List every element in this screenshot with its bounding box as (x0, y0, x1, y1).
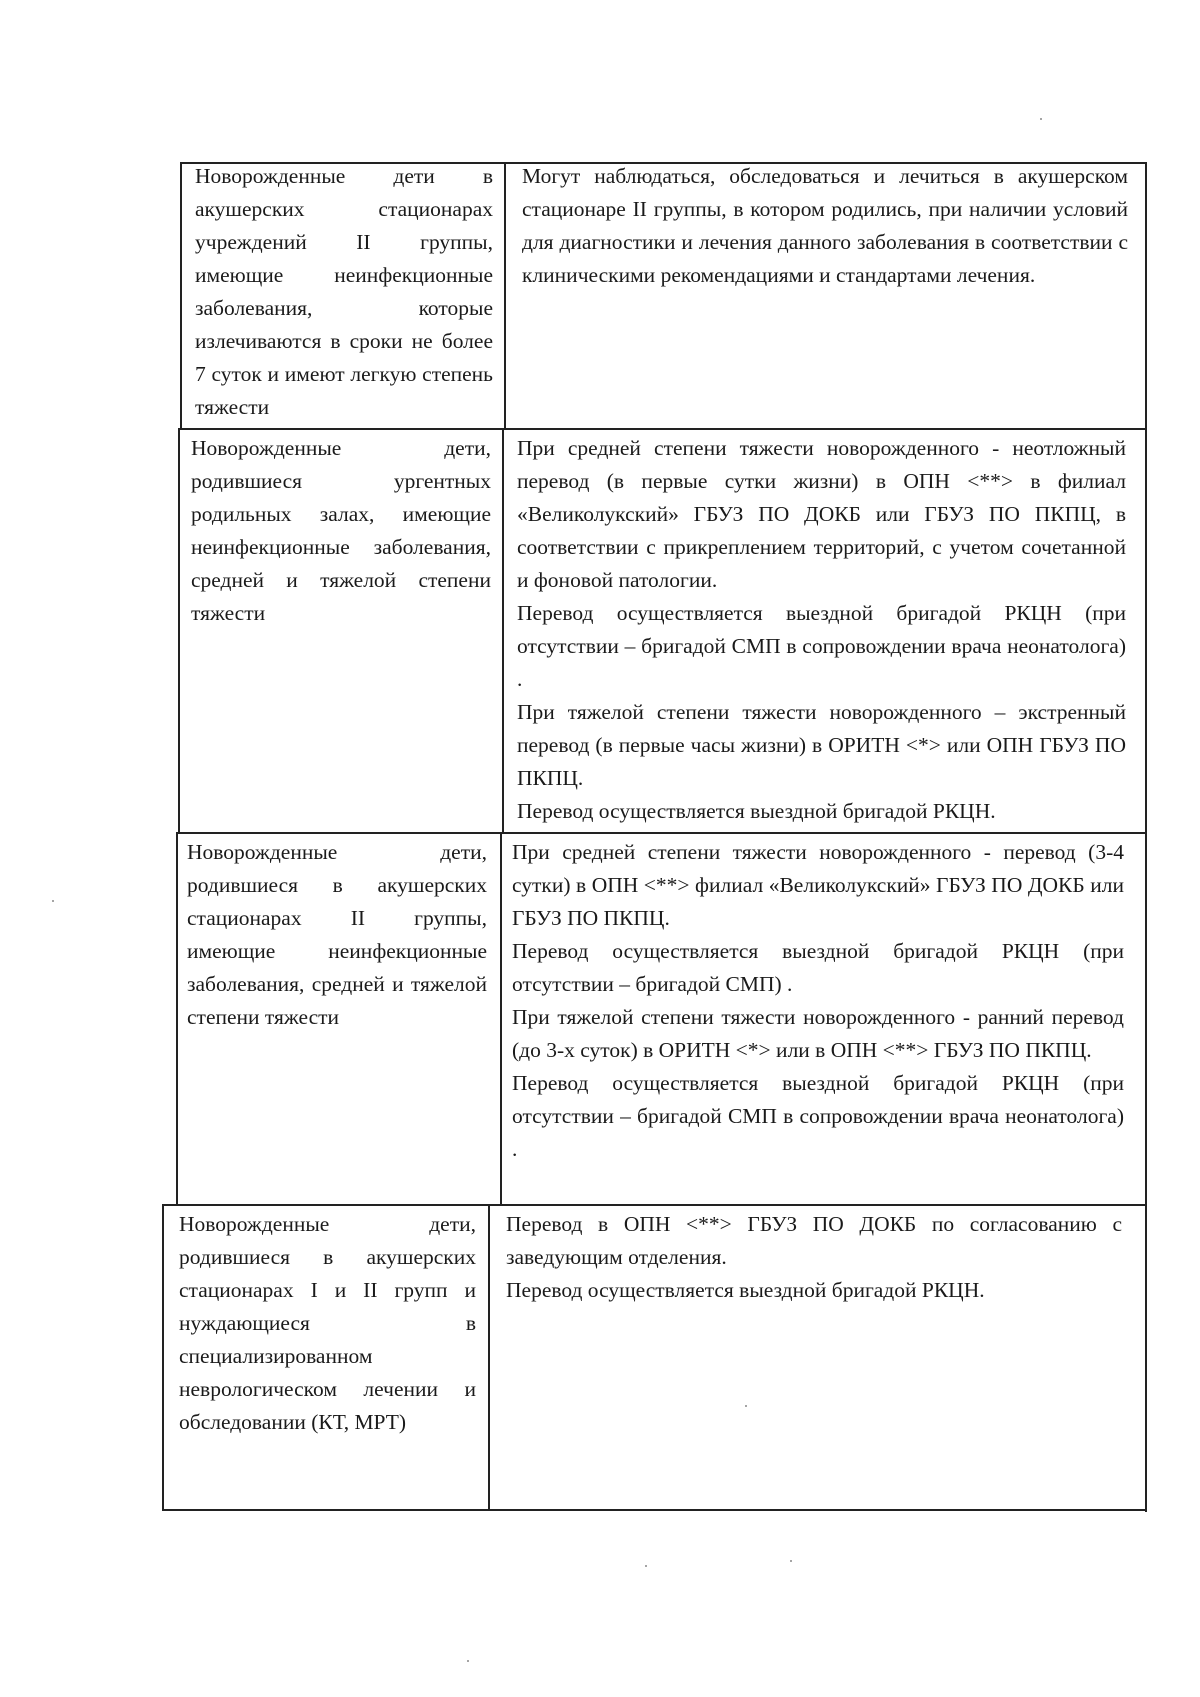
table-cell-action (512, 836, 1124, 1166)
action-paragraph: При средней степени тяжести новорожденного - перевод (3-4 сутки) в ОПН <**> филиал «Великолукский» ГБУЗ ПО ДОКБ или ГБУЗ ПО ПКПЦ. (512, 840, 1124, 930)
category-text: Новорожденные дети в акушерских стационарах учреждений II группы, имеющие неинфекционные заболевания, которые излечиваются в сроки не более 7 суток и имеют легкую степень тяжести (195, 164, 493, 419)
scan-speck (745, 1405, 747, 1407)
row-divider (162, 1204, 1147, 1206)
action-paragraph: Могут наблюдаться, обследоваться и лечиться в акушерском стационаре II группы, в котором родились, при наличии условий для диагностики и лечения данного заболевания в соответствии с клиническими рекомендациями и стандартами лечения. (522, 164, 1128, 287)
action-paragraph: Перевод осуществляется выездной бригадой РКЦН (при отсутствии – бригадой СМП) . (512, 939, 1124, 996)
category-text: Новорожденные дети, родившиеся ургентных родильных залах, имеющие неинфекционные заболевания, средней и тяжелой степени тяжести (191, 436, 491, 625)
table-cell-category (187, 836, 487, 1034)
row-divider (178, 428, 1147, 430)
action-paragraph: Перевод осуществляется выездной бригадой РКЦН (при отсутствии – бригадой СМП в сопровождении врача неонатолога) . (512, 1071, 1124, 1161)
scan-speck (52, 900, 54, 902)
action-paragraph: При средней степени тяжести новорожденного - неотложный перевод (в первые сутки жизни) в ОПН <**> в филиал «Великолукский» ГБУЗ ПО ДОКБ или ГБУЗ ПО ПКПЦ, в соответствии с прикреплением территорий, с учетом сочетанной и фоновой патологии. (517, 436, 1126, 592)
table-cell-action (522, 160, 1128, 292)
table-cell-category (195, 160, 493, 424)
scan-speck (467, 1660, 469, 1662)
table-cell-category (179, 1208, 476, 1439)
column-divider (502, 428, 504, 832)
category-text: Новорожденные дети, родившиеся в акушерских стационарах II группы, имеющие неинфекционные заболевания, средней и тяжелой степени тяжести (187, 840, 487, 1029)
scan-speck (790, 1560, 792, 1562)
table-border-left (180, 162, 182, 428)
table-border-right (1145, 162, 1147, 1512)
scan-speck (1040, 118, 1042, 120)
action-paragraph: При тяжелой степени тяжести новорожденного – экстренный перевод (в первые часы жизни) в ОРИТН <*> или ОПН ГБУЗ ПО ПКПЦ. (517, 700, 1126, 790)
scan-speck (645, 1565, 647, 1567)
table-border-left (176, 832, 178, 1204)
action-paragraph: Перевод осуществляется выездной бригадой РКЦН (при отсутствии – бригадой СМП в сопровождении врача неонатолога) . (517, 601, 1126, 691)
column-divider (504, 162, 506, 428)
category-text: Новорожденные дети, родившиеся в акушерских стационарах I и II групп и нуждающиеся в специализированном неврологическом лечении и обследовании (КТ, МРТ) (179, 1212, 476, 1434)
action-paragraph: Перевод в ОПН <**> ГБУЗ ПО ДОКБ по согласованию с заведующим отделения. (506, 1212, 1122, 1269)
table-border-left (162, 1204, 164, 1510)
table-cell-action (517, 432, 1126, 828)
action-paragraph: Перевод осуществляется выездной бригадой РКЦН. (506, 1278, 985, 1302)
action-paragraph: Перевод осуществляется выездной бригадой РКЦН. (517, 799, 996, 823)
column-divider (500, 832, 502, 1204)
table-cell-category (191, 432, 491, 630)
action-paragraph: При тяжелой степени тяжести новорожденного - ранний перевод (до 3-х суток) в ОРИТН <*> или в ОПН <**> ГБУЗ ПО ПКПЦ. (512, 1005, 1124, 1062)
table-border-bottom (162, 1509, 1147, 1511)
table-border-left (178, 428, 180, 832)
column-divider (488, 1204, 490, 1510)
table-cell-action (506, 1208, 1122, 1307)
row-divider (176, 832, 1147, 834)
